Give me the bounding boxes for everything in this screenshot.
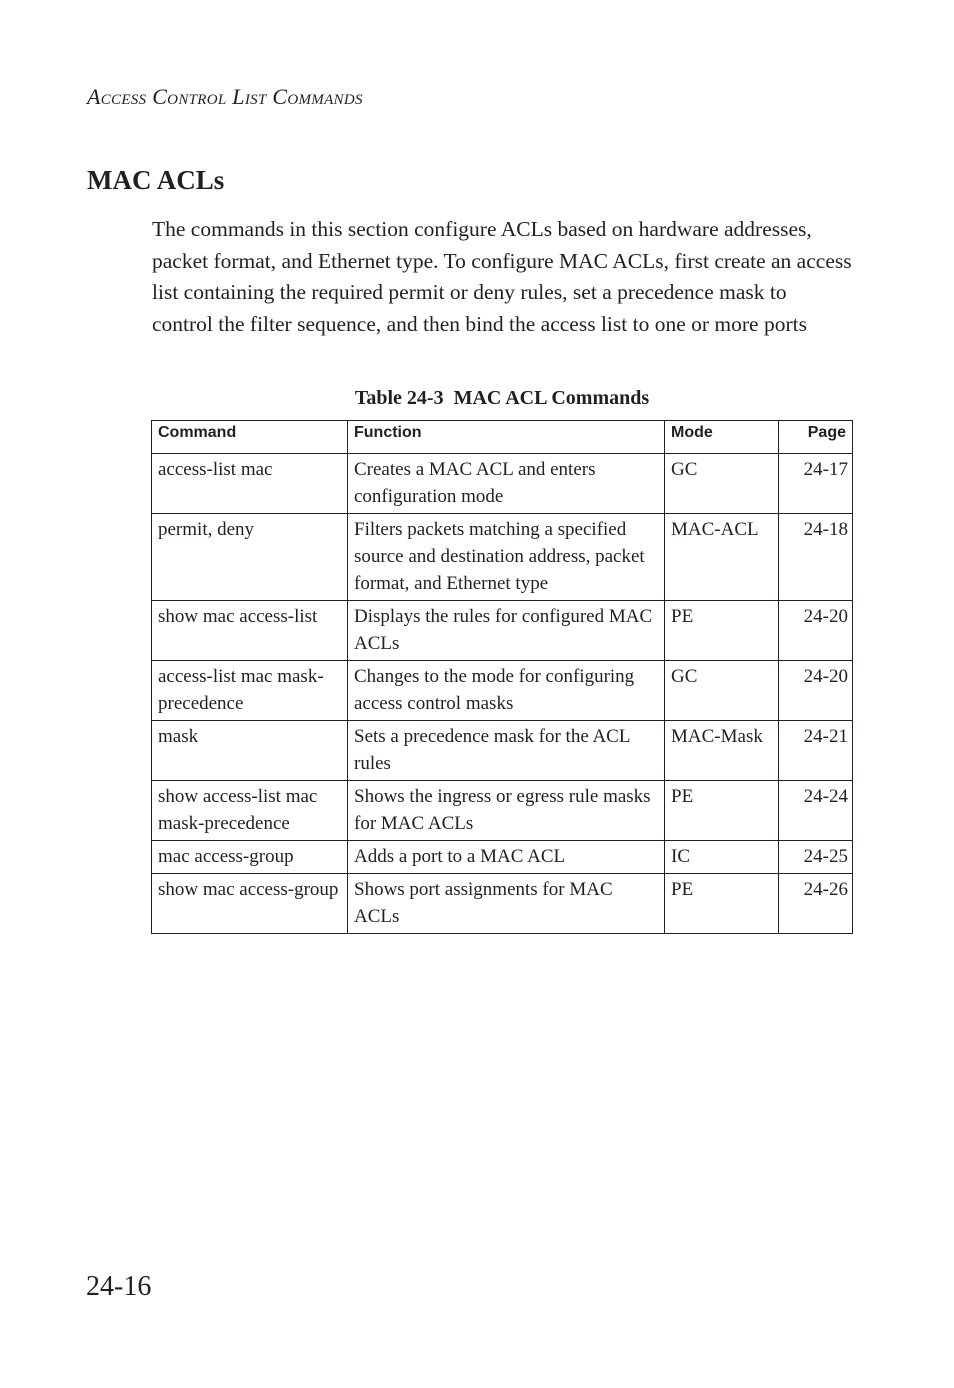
cell-mode: MAC-ACL xyxy=(665,514,779,601)
section-title: MAC ACLs xyxy=(87,165,225,195)
table-row xyxy=(152,661,853,721)
cell-function: Displays the rules for configured MAC ACLs xyxy=(348,601,665,661)
header-function: Function xyxy=(348,421,665,454)
cell-command: access-list mac mask-precedence xyxy=(152,661,348,721)
cell-command: permit, deny xyxy=(152,514,348,601)
mac-acl-commands-table xyxy=(151,420,853,934)
running-header: Access Control List Commands xyxy=(87,84,363,109)
cell-command: show mac access-list xyxy=(152,601,348,661)
cell-page: 24-18 xyxy=(779,514,853,601)
header-page: Page xyxy=(779,421,853,454)
cell-mode: PE xyxy=(665,874,779,934)
cell-page: 24-20 xyxy=(779,661,853,721)
cell-command: show mac access-group xyxy=(152,874,348,934)
table-row xyxy=(152,721,853,781)
cell-mode: GC xyxy=(665,661,779,721)
cell-page: 24-25 xyxy=(779,841,853,874)
cell-page: 24-26 xyxy=(779,874,853,934)
cell-mode: MAC-Mask xyxy=(665,721,779,781)
cell-mode: GC xyxy=(665,454,779,514)
cell-command: mask xyxy=(152,721,348,781)
cell-function: Adds a port to a MAC ACL xyxy=(348,841,665,874)
table-row xyxy=(152,874,853,934)
table-row xyxy=(152,841,853,874)
cell-command: access-list mac xyxy=(152,454,348,514)
cell-function: Sets a precedence mask for the ACL rules xyxy=(348,721,665,781)
cell-page: 24-17 xyxy=(779,454,853,514)
intro-paragraph: The commands in this section configure ACLs based on hardware addresses, packet format, and Ethernet type. To configure MAC ACLs, first create an access list containing the required permit or deny rules, set a precedence mask to control the filter sequence, and then bind the access list to one or more ports xyxy=(152,217,852,336)
table-row xyxy=(152,454,853,514)
table-row xyxy=(152,781,853,841)
cell-mode: PE xyxy=(665,781,779,841)
cell-function: Changes to the mode for configuring access control masks xyxy=(348,661,665,721)
cell-mode: PE xyxy=(665,601,779,661)
cell-function: Shows port assignments for MAC ACLs xyxy=(348,874,665,934)
cell-function: Creates a MAC ACL and enters configuration mode xyxy=(348,454,665,514)
table-row xyxy=(152,601,853,661)
cell-mode: IC xyxy=(665,841,779,874)
table-header-row xyxy=(152,421,853,454)
header-mode: Mode xyxy=(665,421,779,454)
header-command: Command xyxy=(152,421,348,454)
cell-function: Shows the ingress or egress rule masks for MAC ACLs xyxy=(348,781,665,841)
cell-page: 24-20 xyxy=(779,601,853,661)
table-caption: Table 24-3 MAC ACL Commands xyxy=(354,387,650,409)
cell-page: 24-21 xyxy=(779,721,853,781)
cell-command: show access-list mac mask-precedence xyxy=(152,781,348,841)
cell-command: mac access-group xyxy=(152,841,348,874)
table-row xyxy=(152,514,853,601)
cell-function: Filters packets matching a specified source and destination address, packet format, and Ethernet type xyxy=(348,514,665,601)
cell-page: 24-24 xyxy=(779,781,853,841)
page-number: 24-16 xyxy=(86,1271,152,1302)
